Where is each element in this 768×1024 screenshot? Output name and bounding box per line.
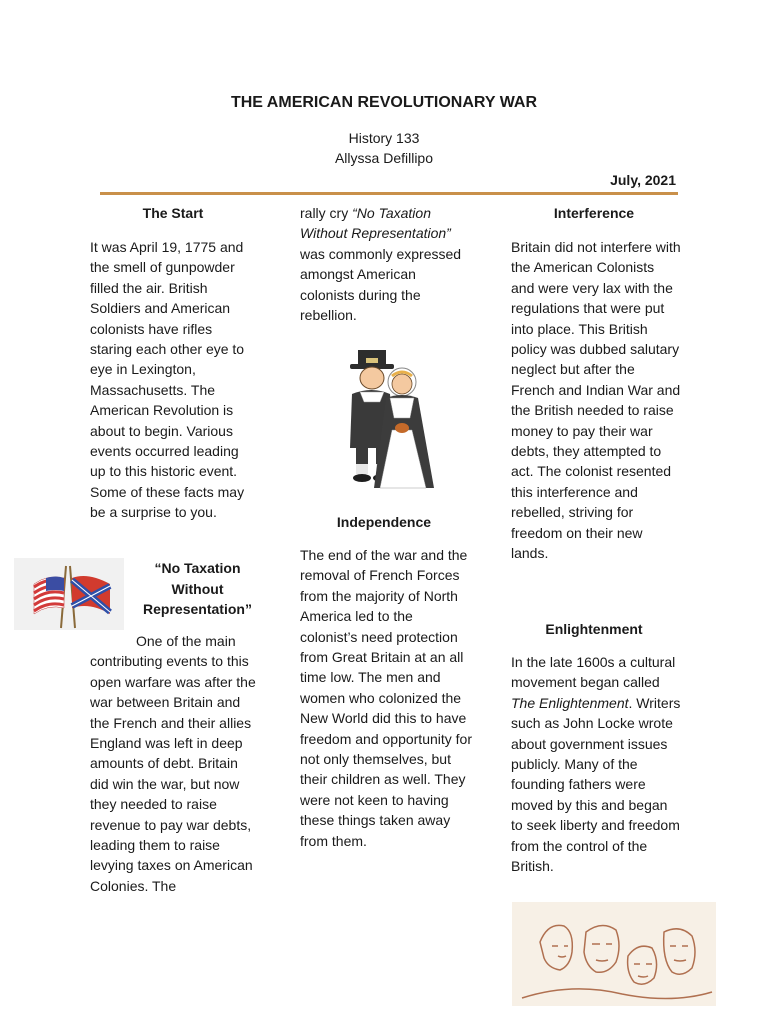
paragraph-the-start: It was April 19, 1775 and the smell of gunpowder filled the air. British Soldiers and American colonists have rifles staring each other eye to eye in Lexington, Massachusetts. The American Revolution is about to begin. Various events occurred leading up to this historic event. Some of these facts may be a surprise to you. — [90, 239, 245, 521]
paragraph-taxation-text: One of the main contributing events to this open warfare was after the war between Britain and the French and their allies England was left in deep amounts of debt. Britain did win the war, but now they needed to raise revenue to pay war debts, leading them to raise levying taxes on American Colonies. The — [90, 633, 256, 894]
header-divider — [100, 192, 678, 195]
paragraph-taxation — [90, 631, 258, 896]
enlightenment-text-after: . Writers such as John Locke wrote about government issues publicly. Many of the founding fathers were moved by this and began to seek liberty and freedom from the control of the British. — [511, 694, 681, 875]
enlightenment-italic: The Enlightenment — [511, 694, 629, 711]
quote-heading-no-taxation: “No Taxation Without Representation” — [143, 560, 252, 617]
mount-rushmore-sketch-image — [512, 902, 716, 1006]
heading-independence: Independence — [336, 514, 432, 530]
heading-enlightenment: Enlightenment — [545, 621, 643, 637]
paragraph-rally-cry — [300, 203, 472, 325]
paragraph-independence: The end of the war and the removal of French Forces from the majority of North America led to the colonist’s need protection from Great Britain at an all time low. The men and women who colonized the New World did this to have freedom and opportunity for not only themselves, but their children as well. They were not keen to having these things taken away from them. — [300, 547, 472, 849]
paragraph-interference: Britain did not interfere with the American Colonists and were very lax with the regulations that were put into place. This British policy was dubbed salutary neglect but after the French and Indian War and the British needed to raise money to pay their war debts, they attempted to act. The colonist resented this interference and rebelled, striving for freedom on their new lands. — [511, 239, 681, 562]
rally-cry-quote: “No Taxation Without Representation” — [300, 205, 451, 242]
pilgrim-couple-illustration — [322, 338, 446, 498]
american-confederate-flags-image — [14, 558, 124, 630]
rally-cry-suffix: was commonly expressed amongst American colonists during the rebellion. — [300, 245, 462, 324]
document-title: THE AMERICAN REVOLUTIONARY WAR — [230, 94, 538, 111]
rally-cry-prefix: rally cry — [300, 205, 353, 221]
enlightenment-text-before: In the late 1600s a cultural movement began called — [511, 654, 676, 691]
author-name: Allyssa Defillipo — [334, 150, 434, 166]
heading-interference: Interference — [553, 205, 635, 221]
course-name: History 133 — [348, 130, 420, 146]
heading-the-start: The Start — [142, 205, 204, 221]
document-date: July, 2021 — [610, 172, 676, 188]
paragraph-enlightenment — [511, 652, 681, 876]
